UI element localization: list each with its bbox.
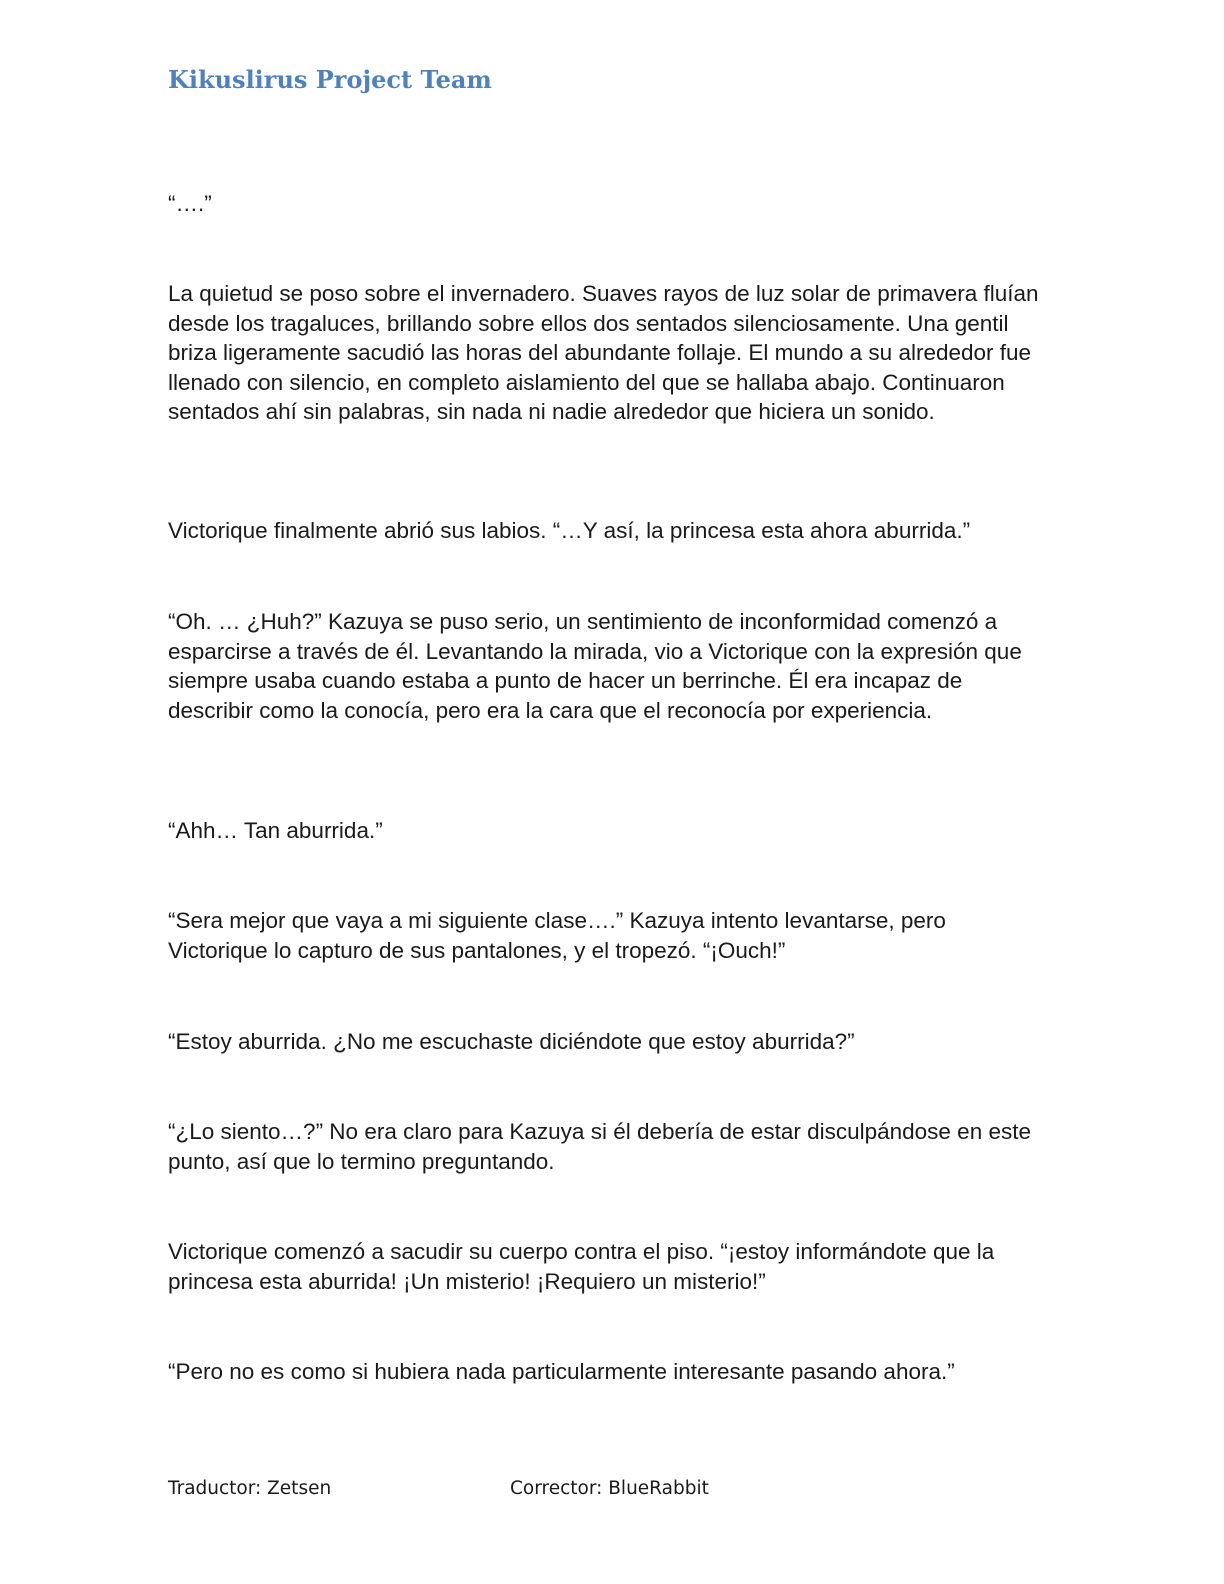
paragraph-2: La quietud se poso sobre el invernadero. Suaves rayos de luz solar de primavera fluían desde los tragaluces, brillando sobre ellos dos sentados silenciosamente. Una gentil briza ligeramente sacudió las horas del abundante follaje. El mundo a su alrededor fue llenado con silencio, en completo aislamiento del que se hallaba abajo. Continuaron sentados ahí sin palabras, sin nada ni nadie alrededor que hiciera un sonido.	[168, 281, 1039, 424]
footer-corrector: Corrector: BlueRabbit	[510, 1478, 709, 1499]
page-header-title: Kikuslirus Project Team	[168, 65, 492, 94]
paragraph-3: Victorique finalmente abrió sus labios. “…Y así, la princesa esta ahora aburrida.”	[168, 518, 971, 543]
paragraph-5: “Ahh… Tan aburrida.”	[168, 818, 383, 843]
page-footer	[168, 1478, 1048, 1506]
paragraph-9: Victorique comenzó a sacudir su cuerpo contra el piso. “¡estoy informándote que la princesa esta aburrida! ¡Un misterio! ¡Requiero un misterio!”	[168, 1239, 995, 1294]
paragraph-7: “Estoy aburrida. ¿No me escuchaste diciéndote que estoy aburrida?”	[168, 1029, 855, 1054]
paragraph-6: “Sera mejor que vaya a mi siguiente clase….” Kazuya intento levantarse, pero Victorique lo capturo de sus pantalones, y el tropezó. “¡Ouch!”	[168, 908, 946, 963]
paragraph-10: “Pero no es como si hubiera nada particularmente interesante pasando ahora.”	[168, 1359, 955, 1384]
paragraph-4: “Oh. … ¿Huh?” Kazuya se puso serio, un sentimiento de inconformidad comenzó a esparcirse a través de él. Levantando la mirada, vio a Victorique con la expresión que siempre usaba cuando estaba a punto de hacer un berrinche. Él era incapaz de describir como la conocía, pero era la cara que el reconocía por experiencia.	[168, 609, 1022, 723]
paragraph-8: “¿Lo siento…?” No era claro para Kazuya si él debería de estar disculpándose en este punto, así que lo termino preguntando.	[168, 1119, 1031, 1174]
footer-translator: Traductor: Zetsen	[168, 1478, 332, 1499]
paragraph-1: “….”	[168, 191, 212, 216]
